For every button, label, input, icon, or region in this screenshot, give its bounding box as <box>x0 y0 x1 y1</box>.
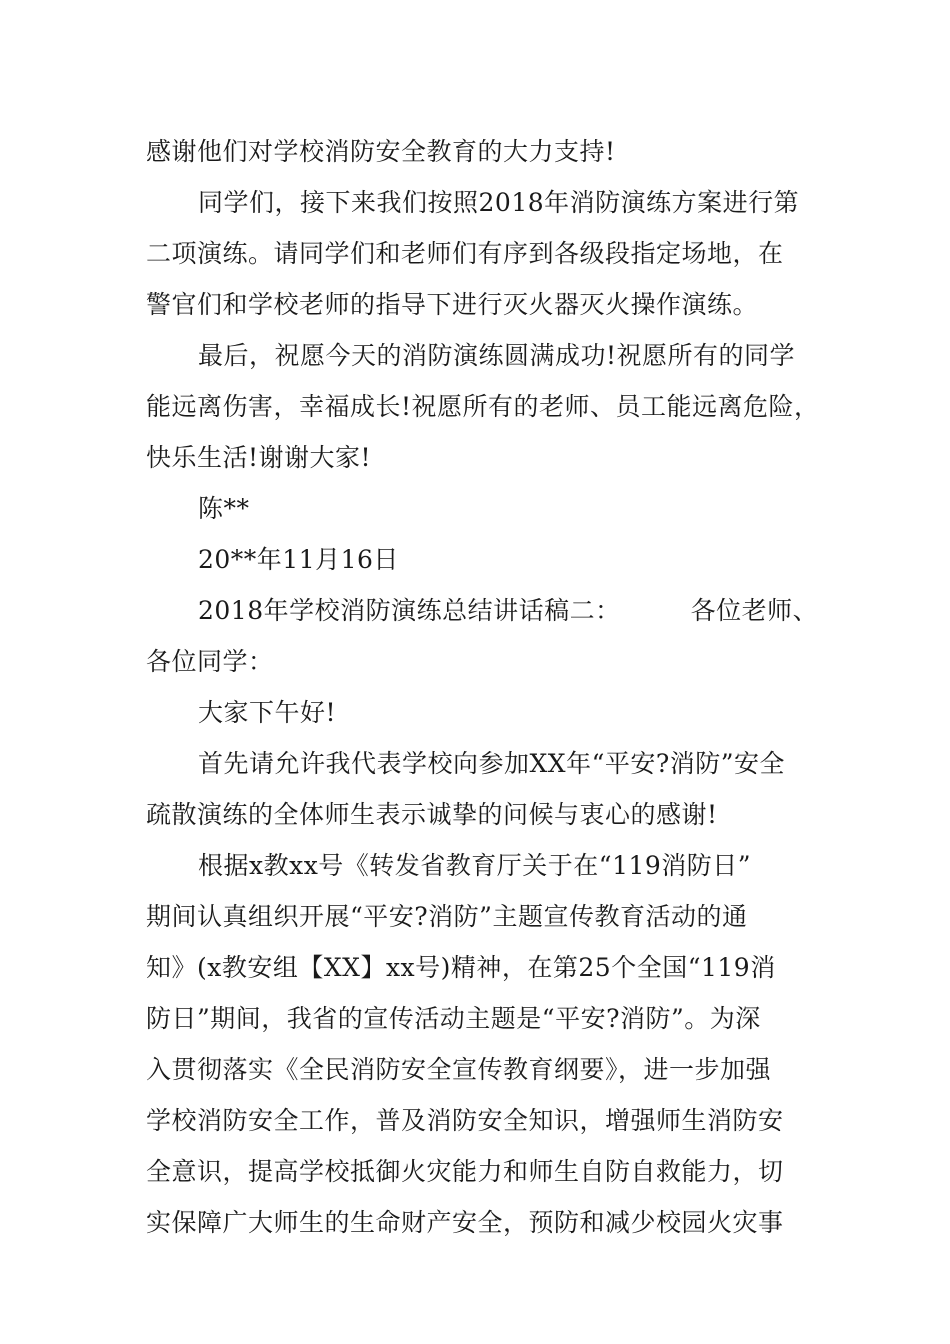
text-line: 大家下午好! <box>198 698 337 727</box>
text-line: 知》(x教安组【XX】xx号)精神，在第25个全国“119消 <box>146 953 776 982</box>
text-line: 防日”期间，我省的宣传活动主题是“平安?消防”。为深 <box>146 1004 761 1033</box>
text-line: 疏散演练的全体师生表示诚挚的问候与衷心的感谢! <box>146 800 718 829</box>
text-line: 各位同学： <box>146 647 274 676</box>
section-heading-title: 2018年学校消防演练总结讲话稿二： <box>198 596 621 625</box>
text-line: 期间认真组织开展“平安?消防”主题宣传教育活动的通 <box>146 902 748 931</box>
text-line: 二项演练。请同学们和老师们有序到各级段指定场地，在 <box>146 239 784 268</box>
text-line: 警官们和学校老师的指导下进行灭火器灭火操作演练。 <box>146 290 759 319</box>
section-heading <box>146 585 819 636</box>
text-line: 快乐生活!谢谢大家! <box>146 443 372 472</box>
text-line: 感谢他们对学校消防安全教育的大力支持! <box>146 137 616 166</box>
text-line: 学校消防安全工作，普及消防安全知识，增强师生消防安 <box>146 1106 784 1135</box>
signature-name: 陈** <box>198 494 250 523</box>
text-line: 能远离伤害，幸福成长!祝愿所有的老师、员工能远离危险， <box>146 392 820 421</box>
text-line: 首先请允许我代表学校向参加XX年“平安?消防”安全 <box>198 749 786 778</box>
text-line: 同学们，接下来我们按照2018年消防演练方案进行第 <box>198 188 800 217</box>
document-body <box>146 126 820 1248</box>
text-line: 根据x教xx号《转发省教育厅关于在“119消防日” <box>198 851 752 880</box>
text-line: 全意识，提高学校抵御火灾能力和师生自防自救能力，切 <box>146 1157 784 1186</box>
text-line: 最后，祝愿今天的消防演练圆满成功!祝愿所有的同学 <box>198 341 796 370</box>
signature-date: 20**年11月16日 <box>198 545 399 574</box>
text-line: 入贯彻落实《全民消防安全宣传教育纲要》，进一步加强 <box>146 1055 772 1084</box>
text-line: 实保障广大师生的生命财产安全，预防和减少校园火灾事 <box>146 1208 784 1237</box>
section-heading-salutation: 各位老师、 <box>690 596 819 625</box>
